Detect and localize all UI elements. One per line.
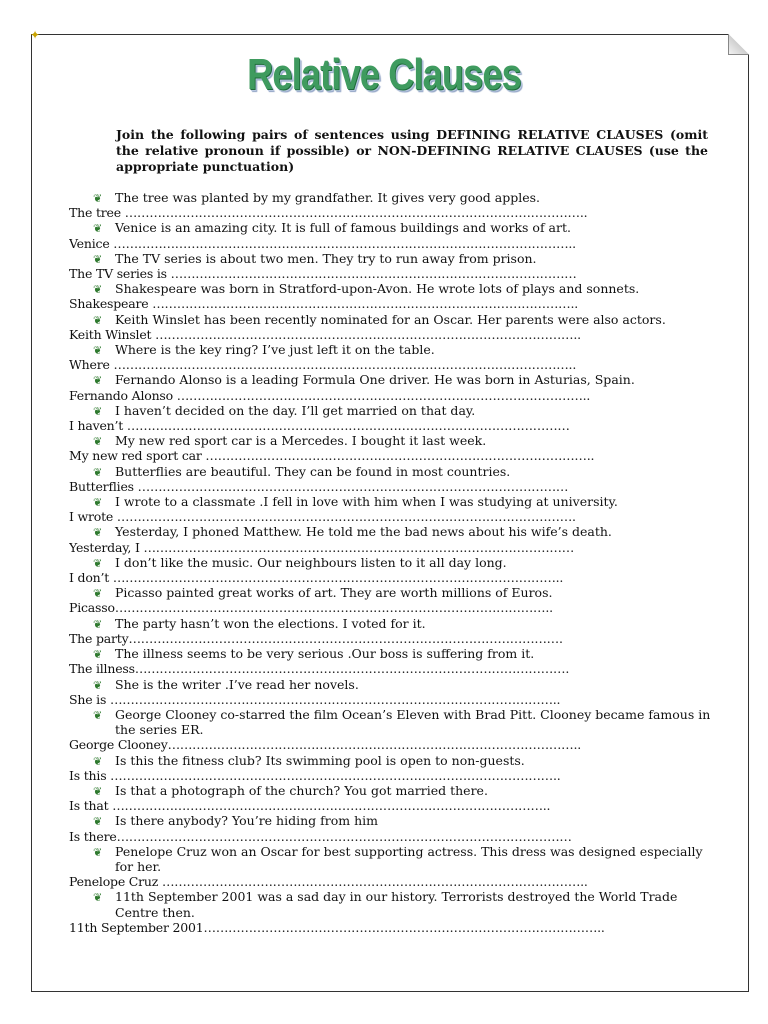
answer-line[interactable]: Is that …………………………………………………………………………………………….. [69,798,551,814]
exercise-prompt [69,494,719,509]
exercise-item [69,281,719,311]
prompt-text: The party hasn’t won the elections. I voted for it. [115,615,426,631]
exercise-prompt [69,312,719,327]
exercise-prompt [69,251,719,266]
exercise-prompt [69,585,719,600]
exercise-item [69,372,719,402]
exercise-prompt [69,783,719,798]
exercise-item [69,555,719,585]
answer-line[interactable]: Venice ………………………………………………………………………………………………….. [69,235,576,251]
exercise-prompt [69,555,719,570]
flower-bullet-icon: ❦ [93,891,103,905]
answer-line[interactable]: I wrote …………………………………………………………………………………………………. [69,509,576,525]
flower-bullet-icon: ❦ [93,587,103,601]
answer-line[interactable]: Yesterday, I …………………………………………………………………………………………… [69,539,574,555]
flower-bullet-icon: ❦ [93,526,103,540]
prompt-text: Is there anybody? You’re hiding from him [115,813,378,829]
exercise-prompt [69,524,719,539]
answer-line[interactable]: Picasso…………………………………………………………………………………………….. [69,600,553,616]
prompt-text: 11th September 2001 was a sad day in our history. Terrorists destroyed the World Trade Centre then. [115,889,678,920]
flower-bullet-icon: ❦ [93,222,103,236]
flower-bullet-icon: ❦ [93,465,103,479]
exercise-item [69,190,719,220]
flower-bullet-icon: ❦ [93,252,103,266]
exercise-item [69,753,719,783]
page-curl-icon [728,34,749,55]
exercise-item [69,585,719,615]
prompt-text: Butterflies are beautiful. They can be found in most countries. [115,463,511,479]
exercise-item [69,646,719,676]
exercise-item [69,616,719,646]
prompt-text: Penelope Cruz won an Oscar for best supporting actress. This dress was designed especially for her. [115,843,703,874]
flower-bullet-icon: ❦ [93,192,103,205]
exercise-item [69,889,719,935]
exercise-list [69,190,719,935]
exercise-item [69,342,719,372]
answer-line[interactable]: George Clooney……………………………………………………………………………………….. [69,737,582,753]
answer-line[interactable]: Shakespeare ………………………………………………………………………………………….. [69,296,578,312]
exercise-prompt [69,813,719,828]
prompt-text: I haven’t decided on the day. I’ll get married on that day. [115,402,476,418]
flower-bullet-icon: ❦ [93,344,103,358]
pushpin-icon: ✦ [30,28,41,42]
exercise-item [69,783,719,813]
exercise-prompt [69,372,719,387]
flower-bullet-icon: ❦ [93,648,103,662]
flower-bullet-icon: ❦ [93,678,103,692]
prompt-text: Is this the fitness club? Its swimming pool is open to non-guests. [115,752,525,768]
exercise-item [69,494,719,524]
exercise-prompt [69,707,719,737]
exercise-prompt [69,433,719,448]
exercise-item [69,524,719,554]
answer-line[interactable]: The TV series is ……………………………………………………………………………………… [69,266,577,282]
prompt-text: My new red sport car is a Mercedes. I bought it last week. [115,433,487,449]
exercise-item [69,464,719,494]
answer-line[interactable]: Is this ……………………………………………………………………………………………….. [69,767,561,783]
answer-line[interactable]: Penelope Cruz ………………………………………………………………………………………….. [69,874,588,890]
prompt-text: Venice is an amazing city. It is full of famous buildings and works of art. [115,220,571,236]
exercise-prompt [69,844,719,874]
exercise-item [69,220,719,250]
prompt-text: The illness seems to be very serious .Our boss is suffering from it. [115,646,535,662]
prompt-text: I wrote to a classmate .I fell in love with him when I was studying at university. [115,494,618,510]
answer-line[interactable]: 11th September 2001…………………………………………………………………………………….. [69,919,605,935]
answer-line[interactable]: The party……………………………………………………………………………………………. [69,630,563,646]
exercise-prompt [69,889,719,919]
exercise-prompt [69,220,719,235]
flower-bullet-icon: ❦ [93,496,103,510]
answer-line[interactable]: Where ………………………………………………………………………………………………….. [69,357,577,373]
answer-line[interactable]: I haven’t ……………………………………………………………………………………………… [69,418,570,434]
prompt-text: Where is the key ring? I’ve just left it on the table. [115,342,435,358]
prompt-text: The TV series is about two men. They try to run away from prison. [115,250,537,266]
exercise-prompt [69,403,719,418]
prompt-text: Picasso painted great works of art. They are worth millions of Euros. [115,585,553,601]
exercise-item [69,312,719,342]
exercise-item [69,433,719,463]
exercise-item [69,677,719,707]
answer-line[interactable]: She is ……………………………………………………………………………………………….. [69,691,561,707]
flower-bullet-icon: ❦ [93,404,103,418]
flower-bullet-icon: ❦ [93,313,103,327]
answer-line[interactable]: Fernando Alonso ……………………………………………………………………………………….. [69,387,591,403]
flower-bullet-icon: ❦ [93,845,103,859]
flower-bullet-icon: ❦ [93,708,103,722]
prompt-text: The tree was planted by my grandfather. It gives very good apples. [115,190,540,205]
prompt-text: Shakespeare was born in Stratford-upon-Avon. He wrote lots of plays and sonnets. [115,281,640,297]
flower-bullet-icon: ❦ [93,617,103,631]
prompt-text: Keith Winslet has been recently nominated for an Oscar. Her parents were also actors. [115,311,666,327]
flower-bullet-icon: ❦ [93,784,103,798]
prompt-text: Fernando Alonso is a leading Formula One driver. He was born in Asturias, Spain. [115,372,635,388]
answer-line[interactable]: Butterflies …………………………………………………………………………………………… [69,478,569,494]
exercise-item [69,813,719,843]
exercise-item [69,844,719,890]
flower-bullet-icon: ❦ [93,374,103,388]
instructions-text: Join the following pairs of sentences using DEFINING RELATIVE CLAUSES (omit the relative pronoun if possible) or NON-DEFINING RELATIVE CLAUSES (use the appropriate punctuation) [116,127,708,174]
page-title: Relative Clauses [247,50,521,99]
answer-line[interactable]: Is there………………………………………………………………………………………………… [69,828,572,844]
answer-line[interactable]: I don’t ……………………………………………………………………………………………….. [69,570,564,586]
exercise-item [69,251,719,281]
exercise-prompt [69,464,719,479]
answer-line[interactable]: The illness……………………………………………………………………………………………. [69,661,570,677]
exercise-prompt [69,646,719,661]
prompt-text: I don’t like the music. Our neighbours listen to it all day long. [115,554,507,570]
answer-line[interactable]: Keith Winslet ………………………………………………………………………………………….. [69,326,581,342]
prompt-text: George Clooney co-starred the film Ocean’s Eleven with Brad Pitt. Clooney became famous in the series ER. [115,706,711,738]
answer-line[interactable]: My new red sport car ………………………………………………………………………………….. [69,448,595,464]
flower-bullet-icon: ❦ [93,435,103,449]
prompt-text: Is that a photograph of the church? You got married there. [115,782,488,798]
exercise-item [69,403,719,433]
exercise-prompt [69,281,719,296]
flower-bullet-icon: ❦ [93,815,103,829]
exercise-prompt [69,342,719,357]
exercise-item [69,707,719,753]
flower-bullet-icon: ❦ [93,754,103,768]
flower-bullet-icon: ❦ [93,556,103,570]
prompt-text: Yesterday, I phoned Matthew. He told me the bad news about his wife’s death. [115,524,612,540]
exercise-prompt [69,753,719,768]
prompt-text: She is the writer .I’ve read her novels. [115,676,359,692]
flower-bullet-icon: ❦ [93,283,103,297]
exercise-prompt [69,190,719,205]
answer-line[interactable]: The tree ………………………………………………………………………………………………….. [69,205,588,221]
exercise-prompt [69,616,719,631]
exercise-prompt [69,677,719,692]
